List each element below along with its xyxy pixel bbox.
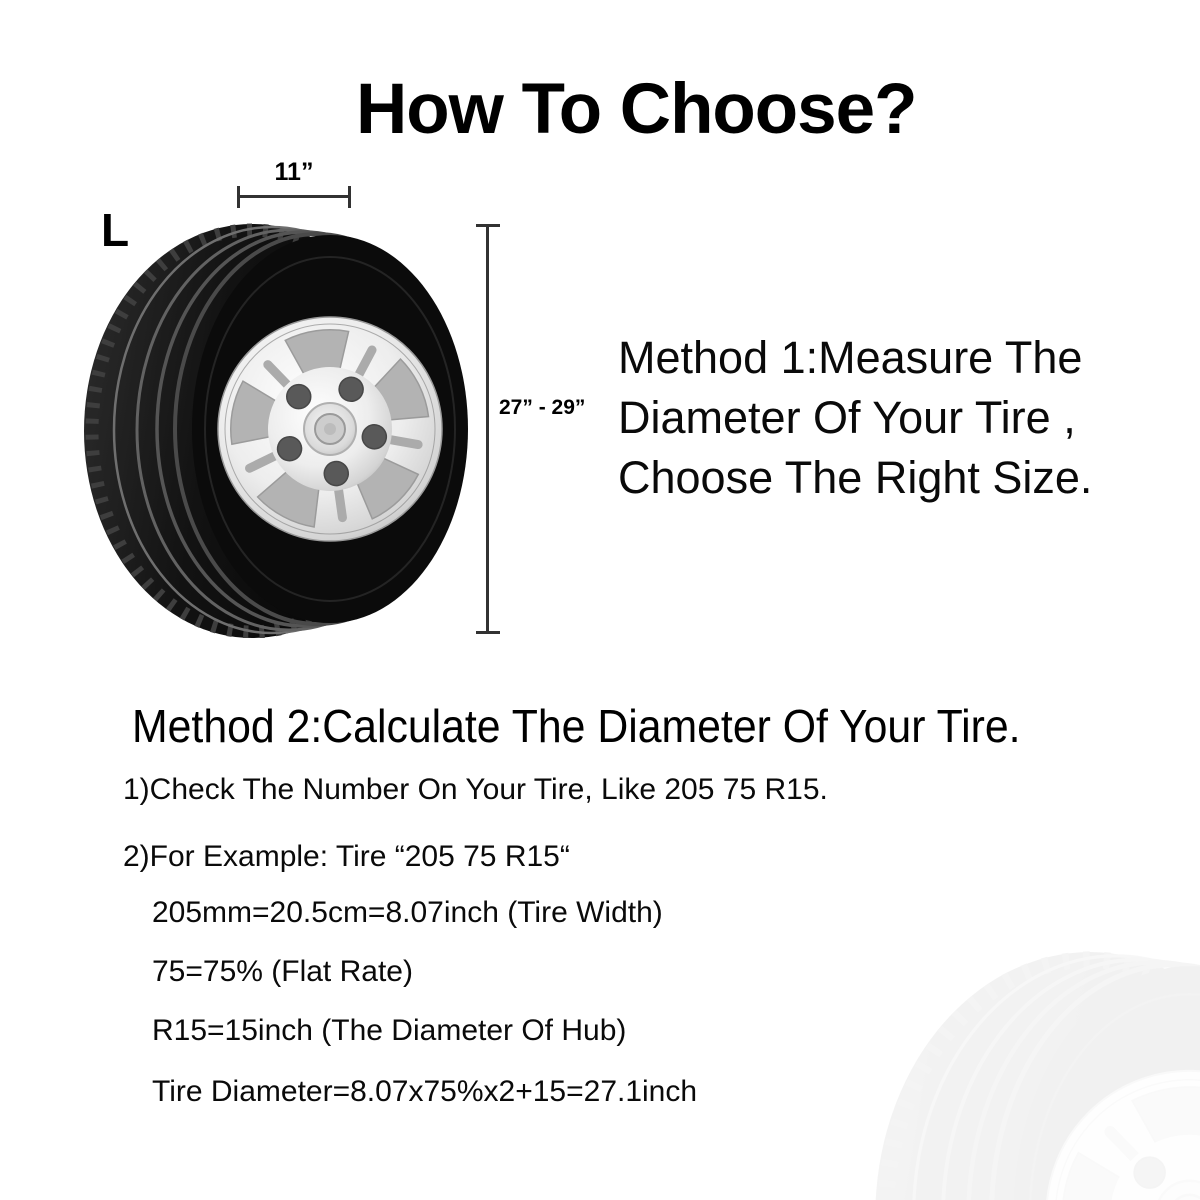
method1-text bbox=[618, 328, 1092, 508]
method2-step-1: 1)Check The Number On Your Tire, Like 205 75 R15. bbox=[123, 773, 828, 806]
method1-line-3: Choose The Right Size. bbox=[618, 452, 1093, 503]
width-dimension-line bbox=[237, 195, 351, 198]
width-dimension-label: 11” bbox=[274, 158, 314, 186]
tire-wheel-image bbox=[80, 213, 475, 638]
size-label: L bbox=[101, 204, 130, 256]
tire-art-group bbox=[84, 224, 468, 638]
method1-line-1: Method 1:Measure The bbox=[618, 332, 1083, 383]
method2-step-3: 205mm=20.5cm=8.07inch (Tire Width) bbox=[152, 896, 663, 929]
page-title: How To Choose? bbox=[356, 70, 917, 149]
method2-step-5: R15=15inch (The Diameter Of Hub) bbox=[152, 1014, 627, 1047]
height-dimension-label: 27” - 29” bbox=[499, 396, 586, 419]
method2-step-6: Tire Diameter=8.07x75%x2+15=27.1inch bbox=[152, 1075, 698, 1108]
tire-watermark-image bbox=[870, 938, 1200, 1200]
method1-line-2: Diameter Of Your Tire , bbox=[618, 392, 1076, 443]
height-dimension-line bbox=[486, 224, 489, 634]
method2-step-4: 75=75% (Flat Rate) bbox=[152, 955, 413, 988]
method2-step-2: 2)For Example: Tire “205 75 R15“ bbox=[123, 840, 570, 873]
method2-heading: Method 2:Calculate The Diameter Of Your Tire. bbox=[132, 700, 1021, 752]
